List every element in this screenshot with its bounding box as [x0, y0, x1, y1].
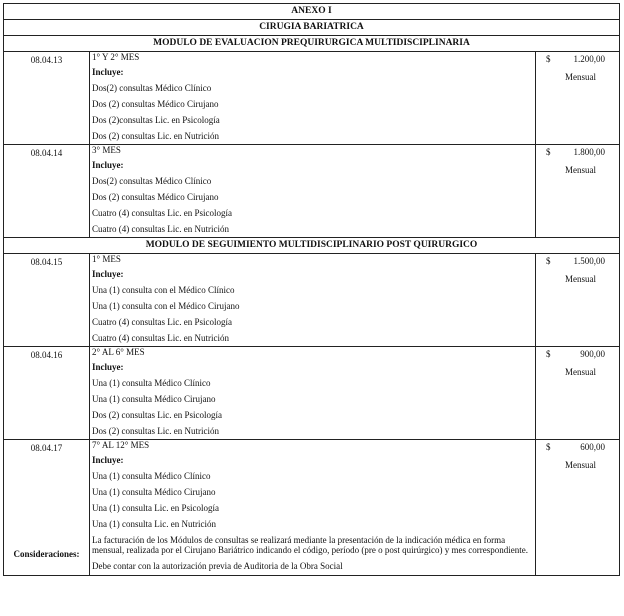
included-consultation: Dos (2)consultas Lic. en Psicología	[92, 115, 220, 125]
included-consultation: Cuatro (4) consultas Lic. en Nutrición	[92, 333, 229, 343]
currency-symbol: $	[546, 147, 551, 157]
price-line	[536, 54, 619, 68]
price-line	[536, 256, 619, 270]
price-frequency: Mensual	[565, 460, 596, 470]
included-consultation: Dos(2) consultas Médico Clínico	[92, 176, 212, 186]
annex-title: ANEXO I	[4, 4, 619, 20]
currency-symbol: $	[546, 54, 551, 64]
module-period: 7° AL 12° MES	[92, 440, 150, 450]
module-period: 2° AL 6° MES	[92, 347, 145, 357]
module-price-cell	[536, 440, 619, 532]
included-consultation: Una (1) consulta Médico Clínico	[92, 378, 211, 388]
module-code: 08.04.14	[4, 145, 90, 237]
included-consultation: Una (1) consulta Médico Cirujano	[92, 487, 216, 497]
price-amount: 900,00	[580, 349, 605, 359]
price-frequency: Mensual	[565, 274, 596, 284]
module-row	[4, 52, 619, 145]
price-amount: 600,00	[580, 442, 605, 452]
included-consultation: Cuatro (4) consultas Lic. en Psicología	[92, 317, 232, 327]
price-line	[536, 442, 619, 456]
includes-label: Incluye:	[92, 362, 124, 372]
considerations-paragraph: La facturación de los Módulos de consultas se realizará mediante la presentación de la indicación médica en forma mensual, realizada por el Cirujano Bariátrico indicando el código, período (pre o post quirúrgico) y mes correspondiente.	[92, 535, 528, 555]
considerations-label: Consideraciones:	[4, 532, 90, 575]
module-row	[4, 440, 619, 532]
currency-symbol: $	[546, 349, 551, 359]
section-heading: MODULO DE SEGUIMIENTO MULTIDISCIPLINARIO POST QUIRURGICO	[4, 238, 619, 254]
module-description	[90, 347, 536, 439]
module-description	[90, 440, 536, 532]
considerations-paragraph: Debe contar con la autorización previa de Auditoria de la Obra Social	[92, 561, 343, 571]
price-line	[536, 349, 619, 363]
included-consultation: Una (1) consulta Médico Clínico	[92, 471, 211, 481]
price-frequency: Mensual	[565, 165, 596, 175]
module-price-cell	[536, 347, 619, 439]
price-amount: 1.500,00	[573, 256, 605, 266]
price-frequency: Mensual	[565, 72, 596, 82]
price-amount: 1.200,00	[573, 54, 605, 64]
module-row	[4, 347, 619, 440]
considerations-empty-cell	[536, 532, 619, 575]
included-consultation: Dos(2) consultas Médico Clínico	[92, 83, 212, 93]
included-consultation: Una (1) consulta con el Médico Cirujano	[92, 301, 240, 311]
included-consultation: Dos (2) consultas Lic. en Nutrición	[92, 131, 219, 141]
includes-label: Incluye:	[92, 160, 124, 170]
included-consultation: Una (1) consulta Médico Cirujano	[92, 394, 216, 404]
module-description	[90, 254, 536, 346]
module-code: 08.04.16	[4, 347, 90, 439]
module-description	[90, 145, 536, 237]
included-consultation: Una (1) consulta Lic. en Psicología	[92, 503, 219, 513]
module-code: 08.04.17	[4, 440, 90, 532]
considerations-text	[90, 532, 536, 575]
price-amount: 1.800,00	[573, 147, 605, 157]
module-period: 1° MES	[92, 254, 121, 264]
price-frequency: Mensual	[565, 367, 596, 377]
module-code: 08.04.15	[4, 254, 90, 346]
currency-symbol: $	[546, 256, 551, 266]
module-period: 3° MES	[92, 145, 121, 155]
includes-label: Incluye:	[92, 269, 124, 279]
price-line	[536, 147, 619, 161]
module-period: 1° Y 2° MES	[92, 52, 140, 62]
includes-label: Incluye:	[92, 67, 124, 77]
module-price-cell	[536, 52, 619, 144]
included-consultation: Dos (2) consultas Lic. en Nutrición	[92, 426, 219, 436]
included-consultation: Una (1) consulta con el Médico Clínico	[92, 285, 235, 295]
considerations-row	[4, 532, 619, 575]
included-consultation: Cuatro (4) consultas Lic. en Nutrición	[92, 224, 229, 234]
module-row	[4, 254, 619, 347]
module-description	[90, 52, 536, 144]
module-row	[4, 145, 619, 238]
annex-subtitle: CIRUGIA BARIATRICA	[4, 20, 619, 36]
included-consultation: Una (1) consulta Lic. en Nutrición	[92, 519, 216, 529]
included-consultation: Dos (2) consultas Médico Cirujano	[92, 99, 219, 109]
module-price-cell	[536, 254, 619, 346]
module-code: 08.04.13	[4, 52, 90, 144]
module-price-cell	[536, 145, 619, 237]
currency-symbol: $	[546, 442, 551, 452]
included-consultation: Cuatro (4) consultas Lic. en Psicología	[92, 208, 232, 218]
section-heading: MODULO DE EVALUACION PREQUIRURGICA MULTIDISCIPLINARIA	[4, 36, 619, 52]
annex-table	[3, 3, 620, 576]
includes-label: Incluye:	[92, 455, 124, 465]
included-consultation: Dos (2) consultas Médico Cirujano	[92, 192, 219, 202]
included-consultation: Dos (2) consultas Lic. en Psicología	[92, 410, 222, 420]
sections-container	[4, 36, 619, 532]
